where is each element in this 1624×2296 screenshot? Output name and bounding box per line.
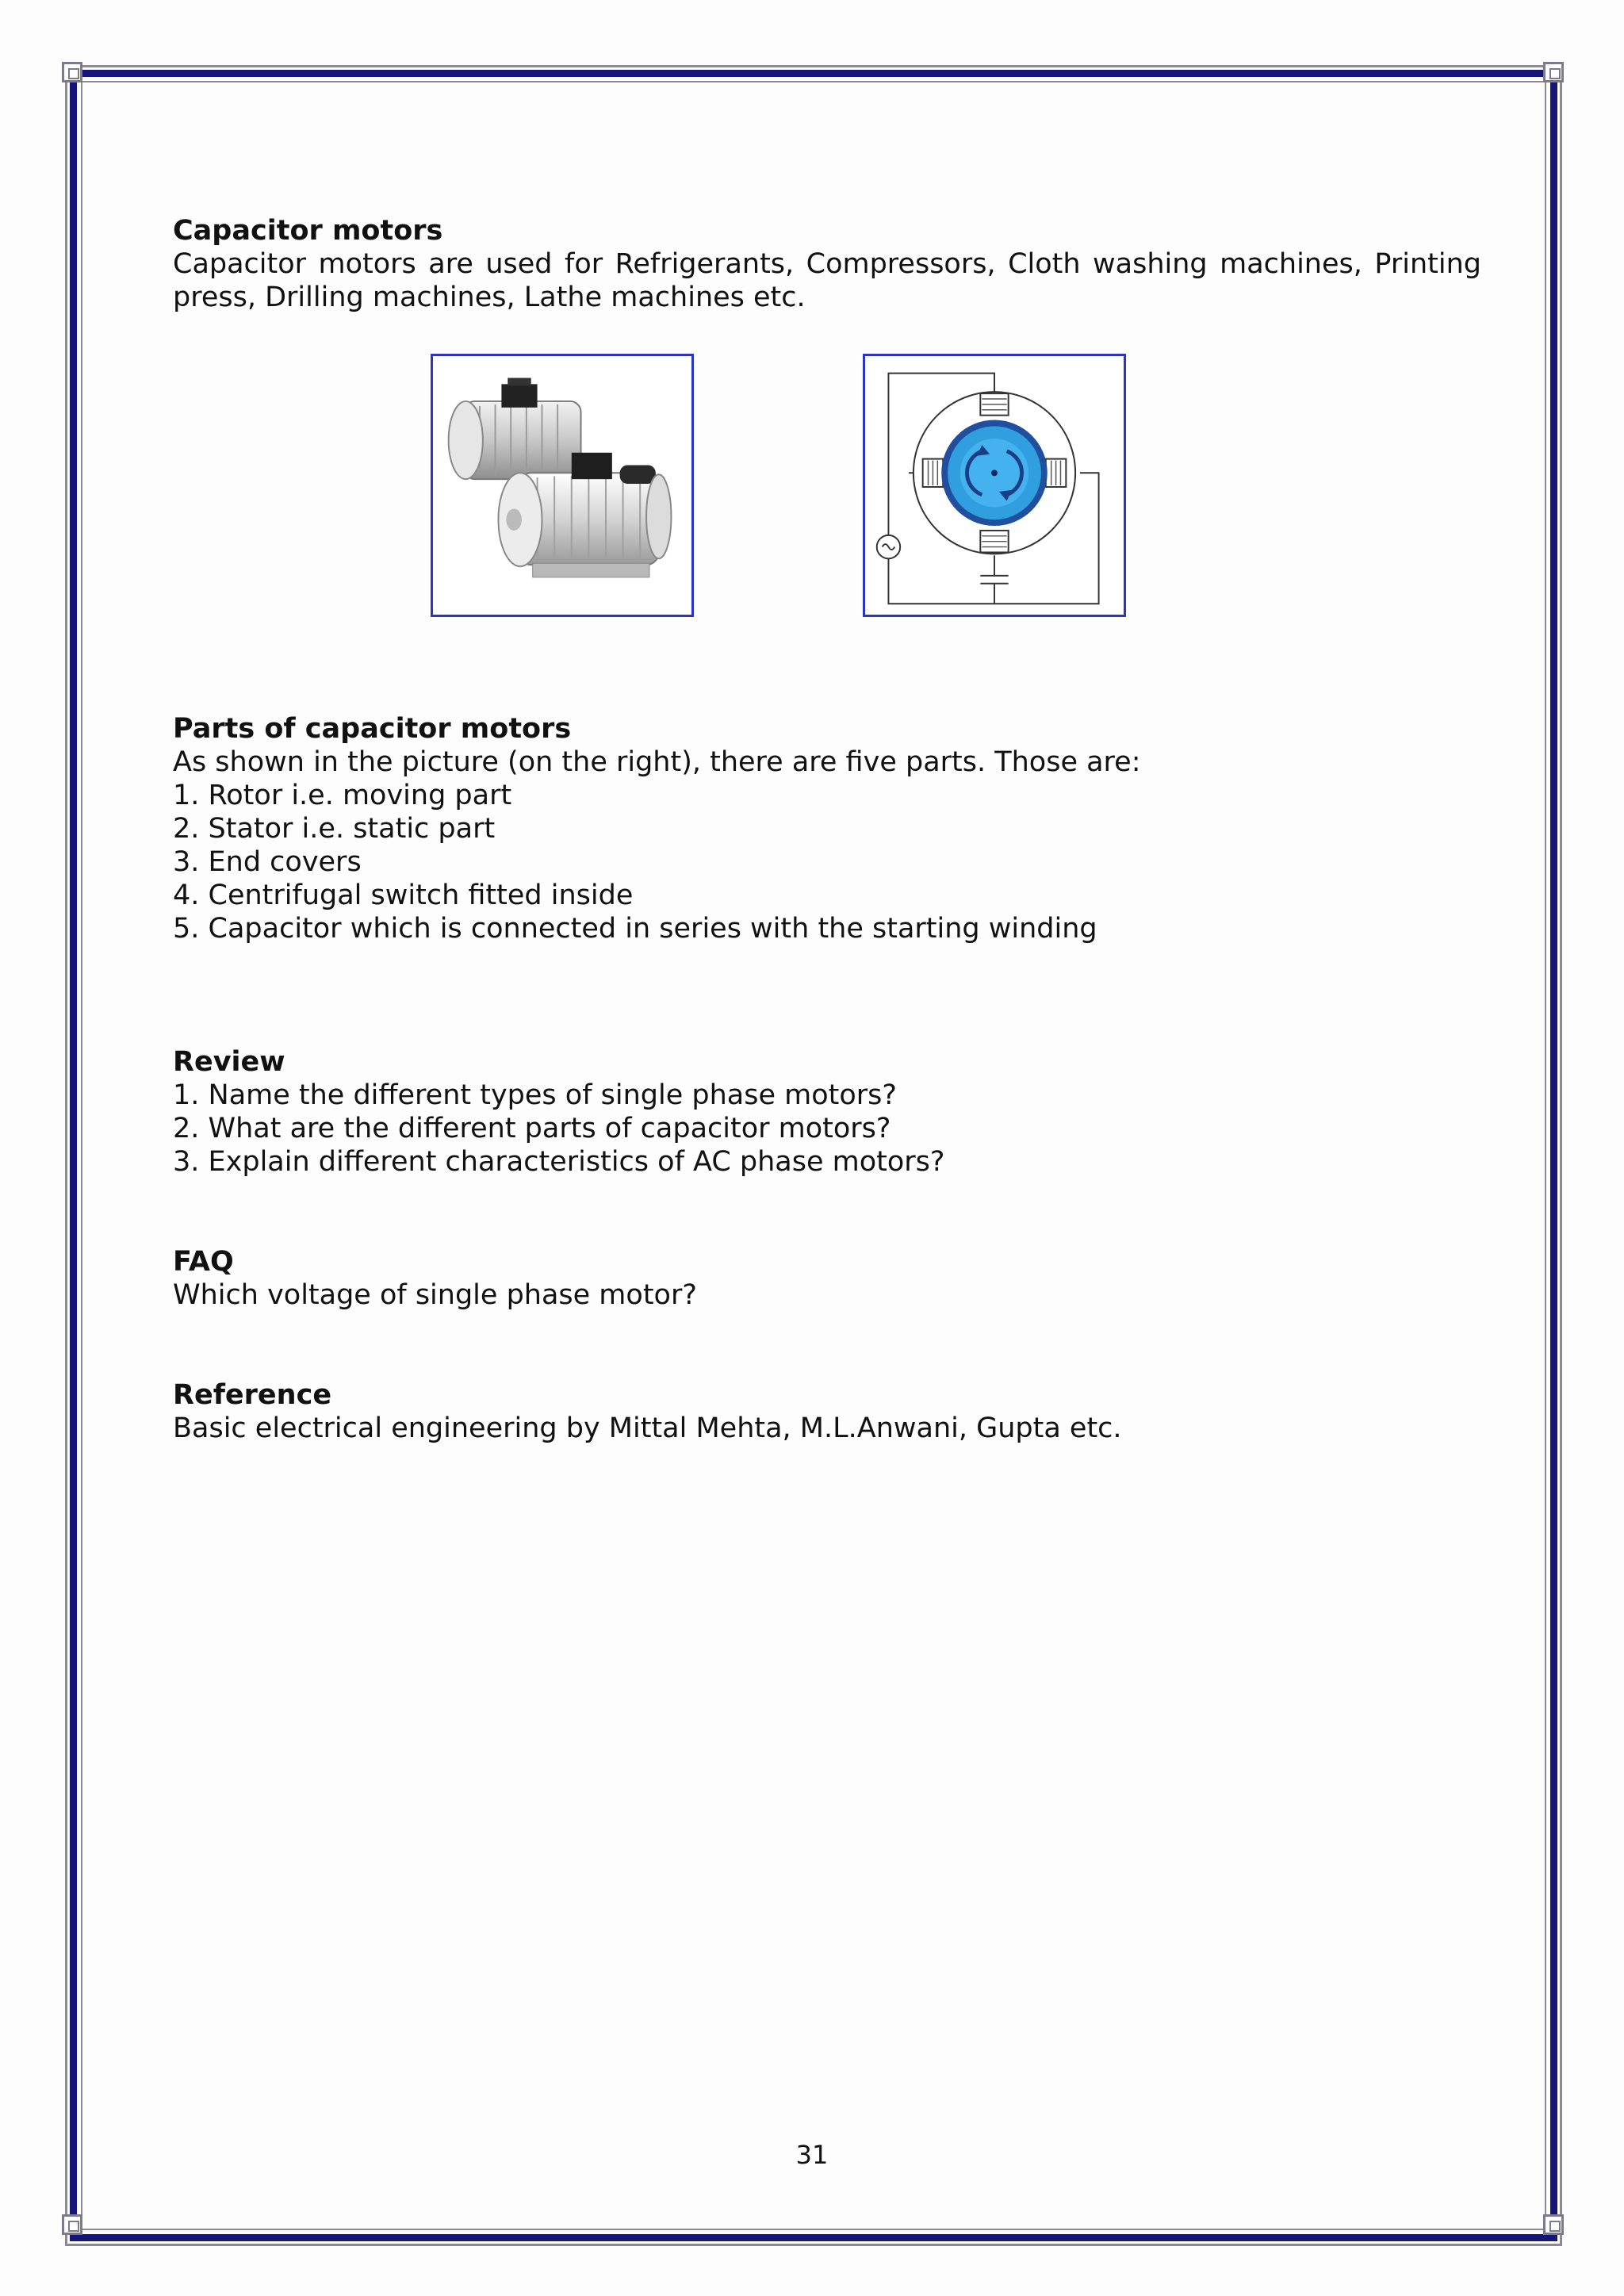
section-heading: Capacitor motors — [173, 215, 443, 247]
page-number: 31 — [795, 2140, 829, 2170]
section-heading: Reference — [173, 1379, 332, 1411]
list-item: 2. What are the different parts of capacitor motors? — [173, 1113, 891, 1144]
section-heading: Review — [173, 1046, 285, 1078]
list-item: 1. Rotor i.e. moving part — [173, 780, 512, 811]
figure-row — [173, 354, 1481, 671]
list-item: 2. Stator i.e. static part — [173, 813, 496, 845]
section-capacitor-motors — [173, 214, 1481, 314]
list-item: 4. Centrifugal switch fitted inside — [173, 880, 634, 911]
motor-diagram — [863, 354, 1126, 617]
list-item: 5. Capacitor which is connected in series with the starting winding — [173, 913, 1097, 945]
corner-ornament — [1543, 2214, 1564, 2235]
section-heading: Parts of capacitor motors — [173, 713, 572, 745]
electric-motor-photo-icon — [433, 356, 691, 615]
section-review — [173, 1045, 1481, 1179]
section-body: Basic electrical engineering by Mittal Mehta, M.L.Anwani, Gupta etc. — [173, 1412, 1122, 1444]
motor-photo — [431, 354, 694, 617]
section-body: Which voltage of single phase motor? — [173, 1279, 697, 1311]
list-item: 3. End covers — [173, 846, 362, 878]
list-item: 3. Explain different characteristics of AC phase motors? — [173, 1146, 945, 1178]
corner-ornament — [62, 2214, 82, 2235]
corner-ornament — [62, 62, 82, 82]
section-faq — [173, 1245, 1481, 1312]
section-parts — [173, 712, 1481, 945]
section-reference — [173, 1378, 1481, 1445]
corner-ornament — [1543, 62, 1564, 82]
section-body: Capacitor motors are used for Refrigerants, Compressors, Cloth washing machines, Printing press, Drilling machines, Lathe machines etc. — [173, 248, 1481, 313]
section-heading: FAQ — [173, 1246, 234, 1278]
list-item: 1. Name the different types of single phase motors? — [173, 1079, 897, 1111]
page-content — [173, 214, 1481, 1445]
section-intro: As shown in the picture (on the right), there are five parts. Those are: — [173, 746, 1141, 778]
capacitor-motor-diagram-icon — [865, 356, 1124, 615]
